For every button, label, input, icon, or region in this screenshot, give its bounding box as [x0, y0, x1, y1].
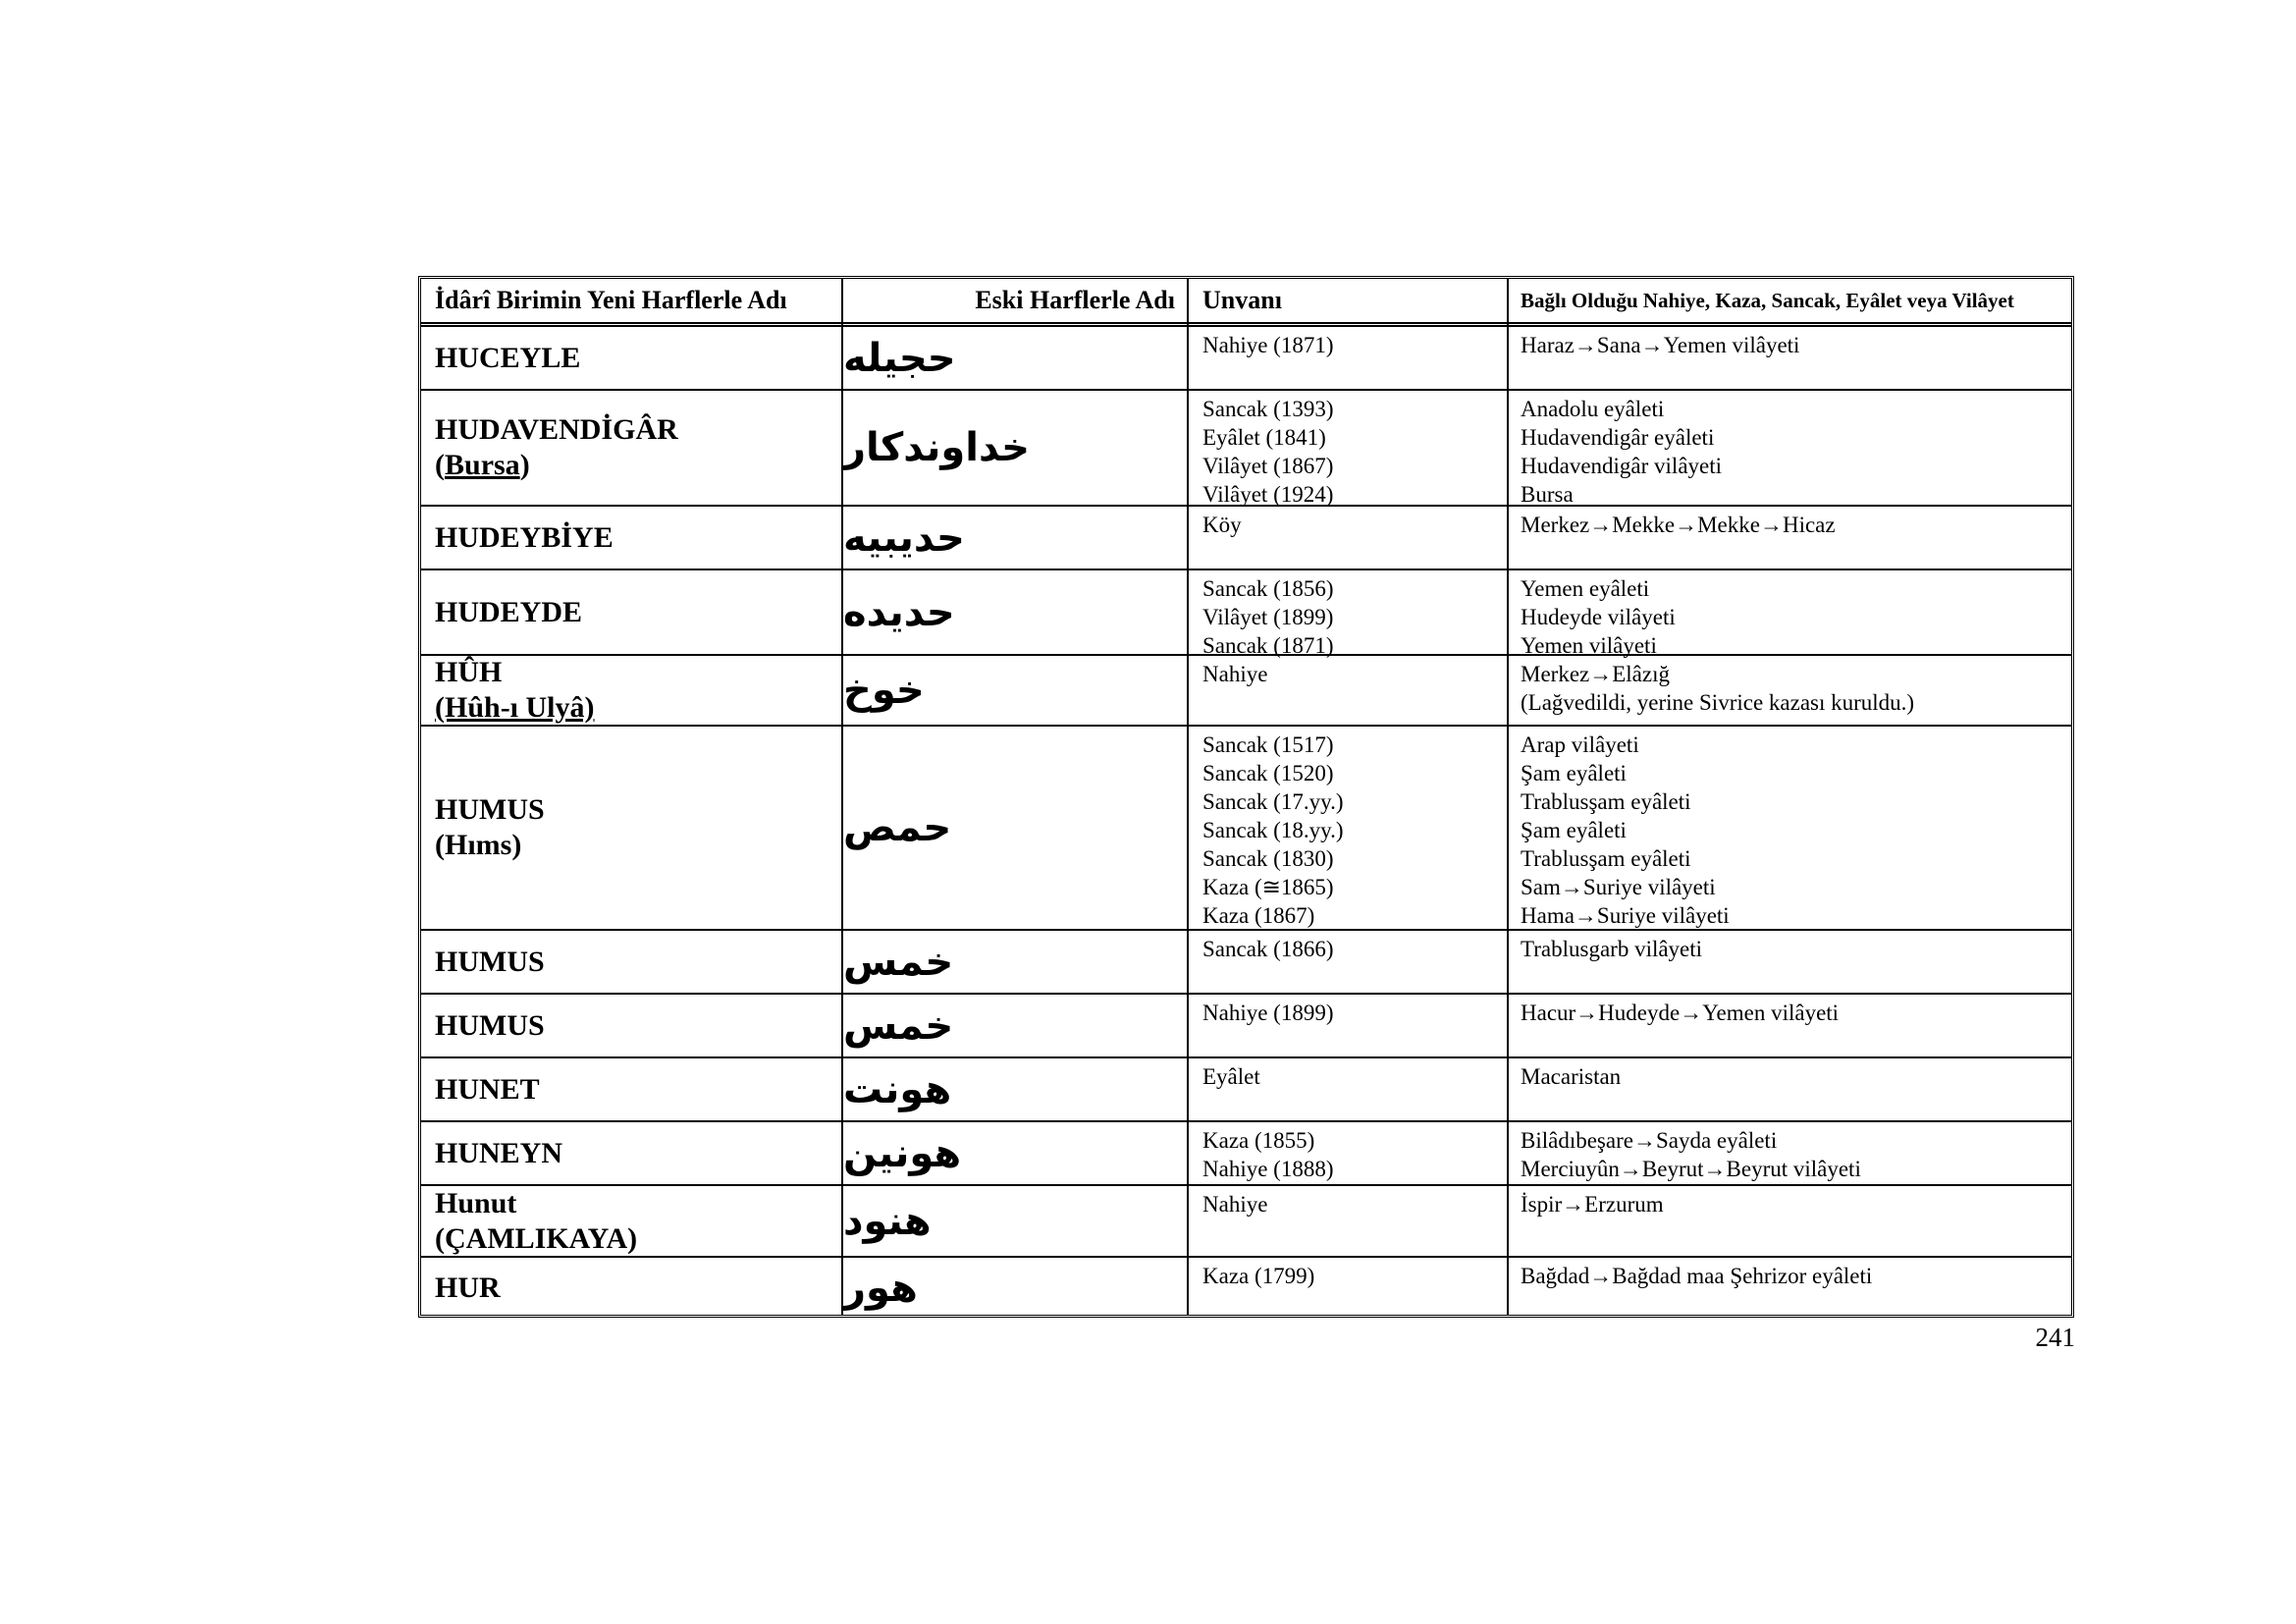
new-name-cell [435, 391, 828, 505]
parent-cell [1521, 1186, 2070, 1256]
parent-entry: Şam eyâleti [1521, 818, 1627, 842]
title-entry: Vilâyet (1867) [1202, 454, 1334, 478]
unit-name: HUMUS [435, 793, 545, 826]
parent-entry: Merkez→Mekke→Mekke→Hicaz [1521, 513, 1836, 537]
title-entry: Eyâlet [1202, 1064, 1260, 1089]
header-old-name: Eski Harflerle Adı [975, 286, 1175, 314]
title-entry: Kaza (1867) [1202, 903, 1315, 928]
unit-name: HÛH [435, 656, 503, 688]
parent-entry: Trablusgarb vilâyeti [1521, 937, 1703, 961]
parent-entry: Trablusşam eyâleti [1521, 789, 1691, 814]
parent-cell [1521, 570, 2070, 658]
parent-entry: Bilâdıbeşare→Sayda eyâleti [1521, 1128, 1778, 1153]
parent-cell [1521, 1258, 2070, 1318]
data-table [418, 276, 2074, 1318]
parent-cell [1521, 391, 2070, 505]
title-entry: Kaza (1799) [1202, 1264, 1315, 1288]
parent-entry: Bursa [1521, 482, 1574, 507]
parent-entry: Macaristan [1521, 1064, 1622, 1089]
column-divider [1507, 279, 1509, 1315]
parent-cell [1521, 656, 2070, 725]
table-row [421, 327, 2071, 389]
title-entry: Nahiye (1899) [1202, 1001, 1334, 1025]
title-entry: Sancak (1856) [1202, 576, 1334, 601]
new-name-cell [435, 1258, 828, 1318]
old-name-cell: خمس [843, 939, 954, 985]
unit-name: HUDEYDE [435, 595, 583, 628]
parent-entry: Yemen eyâleti [1521, 576, 1650, 601]
parent-cell [1521, 1122, 2070, 1184]
old-name-cell: هنود [843, 1198, 932, 1244]
table-row [421, 1056, 2071, 1120]
title-entry: Vilâyet (1899) [1202, 605, 1334, 629]
title-cell [1202, 1186, 1507, 1256]
title-cell [1202, 570, 1507, 658]
table-row [421, 654, 2071, 725]
title-entry: Nahiye (1871) [1202, 333, 1334, 357]
parent-entry: (Lağvedildi, yerine Sivrice kazası kuruldu.) [1521, 690, 1915, 715]
title-cell [1202, 507, 1507, 568]
old-name-cell: حديده [843, 589, 955, 635]
table-row [421, 505, 2071, 568]
title-entry: Sancak (1871) [1202, 633, 1334, 658]
title-entry: Nahiye (1888) [1202, 1157, 1334, 1181]
title-cell [1202, 1258, 1507, 1318]
old-name-cell: خمس [843, 1002, 954, 1049]
unit-name: HUDAVENDİGÂR [435, 413, 678, 446]
title-entry: Kaza (≅1865) [1202, 875, 1334, 899]
column-divider [841, 279, 843, 1315]
unit-name: HUDEYBİYE [435, 520, 614, 554]
unit-name: HUMUS [435, 945, 545, 978]
unit-alt-name: (Hıms) [435, 829, 522, 861]
unit-name: HUCEYLE [435, 341, 581, 374]
unit-alt-name: (Bursa) [435, 449, 530, 481]
parent-entry: Şam eyâleti [1521, 761, 1627, 785]
new-name-cell [435, 327, 828, 389]
table-row [421, 929, 2071, 993]
title-entry: Kaza (1855) [1202, 1128, 1315, 1153]
old-name-cell: هور [843, 1265, 918, 1311]
parent-entry: Trablusşam eyâleti [1521, 846, 1691, 871]
new-name-cell [435, 1058, 828, 1120]
table-row [421, 725, 2071, 929]
title-entry: Sancak (1393) [1202, 397, 1334, 421]
parent-entry: Haraz→Sana→Yemen vilâyeti [1521, 333, 1800, 357]
header-new-name: İdârî Birimin Yeni Harflerle Adı [435, 286, 787, 314]
new-name-cell [435, 656, 828, 725]
parent-entry: Hudavendigâr eyâleti [1521, 425, 1715, 450]
title-entry: Sancak (1517) [1202, 732, 1334, 757]
title-entry: Sancak (1520) [1202, 761, 1334, 785]
unit-alt-name: (ÇAMLIKAYA) [435, 1221, 638, 1255]
title-entry: Sancak (17.yy.) [1202, 789, 1344, 814]
old-name-cell: هونت [843, 1066, 952, 1112]
parent-cell [1521, 727, 2070, 929]
title-entry: Sancak (1830) [1202, 846, 1334, 871]
title-entry: Sancak (1866) [1202, 937, 1334, 961]
new-name-cell [435, 931, 828, 993]
new-name-cell [435, 1186, 828, 1256]
parent-cell [1521, 931, 2070, 993]
parent-entry: Hudavendigâr vilâyeti [1521, 454, 1723, 478]
title-entry: Köy [1202, 513, 1242, 537]
parent-entry: Bağdad→Bağdad maa Şehrizor eyâleti [1521, 1264, 1873, 1288]
parent-cell [1521, 1058, 2070, 1120]
new-name-cell [435, 570, 828, 654]
page-number: 241 [2035, 1323, 2075, 1352]
title-cell [1202, 327, 1507, 389]
parent-entry: Yemen vilâyeti [1521, 633, 1657, 658]
unit-name: HUNET [435, 1072, 540, 1106]
title-cell [1202, 391, 1507, 505]
old-name-cell: حجيله [843, 335, 956, 381]
title-entry: Sancak (18.yy.) [1202, 818, 1344, 842]
old-name-cell: هونين [843, 1130, 962, 1176]
title-cell [1202, 727, 1507, 929]
title-entry: Vilâyet (1924) [1202, 482, 1334, 507]
title-cell [1202, 656, 1507, 725]
parent-entry: Merkez→Elâzığ [1521, 662, 1670, 686]
column-divider [1187, 279, 1189, 1315]
unit-alt-name: (Hûh-ı Ulyâ) [435, 691, 595, 724]
new-name-cell [435, 507, 828, 568]
header-title: Unvanı [1202, 286, 1282, 314]
parent-entry: Arap vilâyeti [1521, 732, 1639, 757]
table-row [421, 389, 2071, 505]
parent-entry: Anadolu eyâleti [1521, 397, 1665, 421]
old-name-cell: خداوندكار [843, 425, 1030, 470]
new-name-cell [435, 727, 828, 929]
unit-name: HUNEYN [435, 1136, 563, 1169]
title-cell [1202, 1122, 1507, 1184]
parent-entry: Hudeyde vilâyeti [1521, 605, 1676, 629]
table-row [421, 568, 2071, 658]
parent-entry: Hama→Suriye vilâyeti [1521, 903, 1730, 928]
title-cell [1202, 995, 1507, 1056]
old-name-cell: خوخ [843, 668, 925, 713]
title-entry: Nahiye [1202, 662, 1268, 686]
parent-cell [1521, 507, 2070, 568]
title-entry: Eyâlet (1841) [1202, 425, 1326, 450]
parent-cell [1521, 995, 2070, 1056]
parent-entry: İspir→Erzurum [1521, 1192, 1664, 1217]
table-row [421, 1120, 2071, 1184]
title-cell [1202, 1058, 1507, 1120]
title-cell [1202, 931, 1507, 993]
old-name-cell: حمص [843, 805, 952, 850]
new-name-cell [435, 1122, 828, 1184]
old-name-cell: حديبيه [843, 514, 965, 561]
unit-name: Hunut [435, 1186, 517, 1219]
new-name-cell [435, 995, 828, 1056]
parent-entry: Sam→Suriye vilâyeti [1521, 875, 1716, 899]
unit-name: HUMUS [435, 1008, 545, 1042]
parent-entry: Merciuyûn→Beyrut→Beyrut vilâyeti [1521, 1157, 1861, 1181]
table-row [421, 1184, 2071, 1256]
table-row [421, 993, 2071, 1056]
parent-entry: Hacur→Hudeyde→Yemen vilâyeti [1521, 1001, 1840, 1025]
parent-cell [1521, 327, 2070, 389]
table-row [421, 1256, 2071, 1318]
header-parent: Bağlı Olduğu Nahiye, Kaza, Sancak, Eyâlet veya Vilâyet [1521, 288, 2014, 312]
unit-name: HUR [435, 1271, 501, 1304]
title-entry: Nahiye [1202, 1192, 1268, 1217]
